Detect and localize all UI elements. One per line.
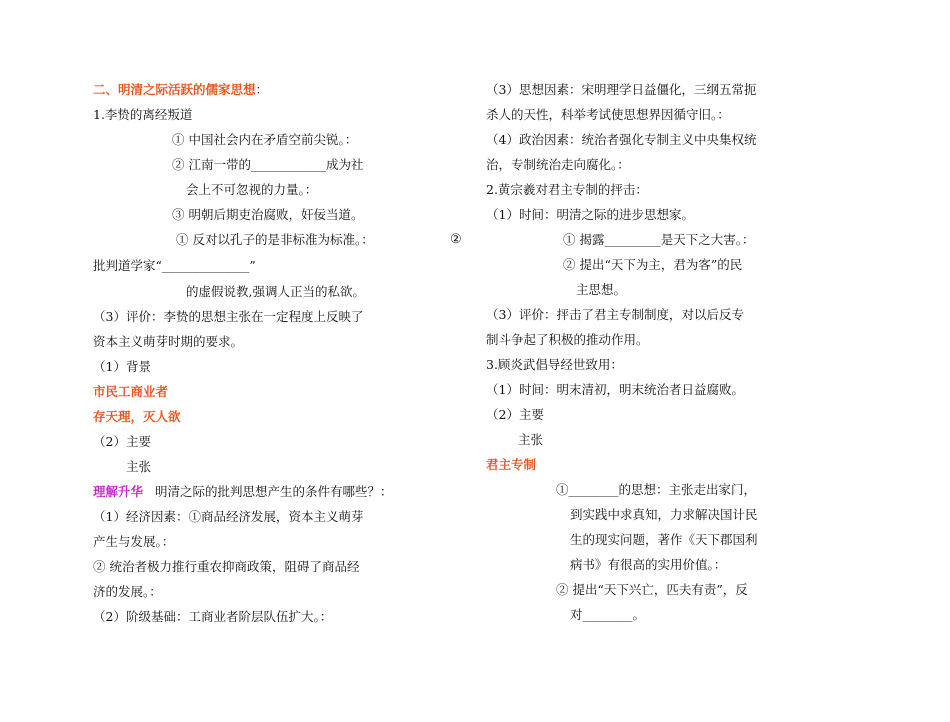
huang-eval-b: 制斗争起了积极的推动作用。 <box>486 332 649 347</box>
background-label: （1）背景 <box>93 359 151 374</box>
li-zhi-item-5: 批判道学家“______________” <box>93 258 256 273</box>
li-zhi-item-2a: ② 江南一带的____________成为社 <box>172 157 364 172</box>
thought-a: （3）思想因素：宋明理学日益僵化，三纲五常扼 <box>486 82 757 97</box>
understand-question: 明清之际的批判思想产生的条件有哪些？： <box>155 484 393 499</box>
citizen-merchants-label: 市民工商业者 <box>93 384 169 399</box>
li-zhi-eval-a: （3）评价：李贽的思想主张在一定程度上反映了 <box>93 309 364 324</box>
huang-item-2a: ② 提出“天下为主，君为客”的民 <box>563 257 743 272</box>
politics-a: （4）政治因素：统治者强化专制主义中央集权统 <box>486 132 757 147</box>
li-zhi-item-2b: 会上不可忽视的力量。： <box>186 182 318 197</box>
gu-item-1b: 到实践中求真知，力求解决国计民 <box>570 507 758 522</box>
li-zhi-title: 1.李贽的离经叛道 <box>93 107 193 122</box>
li-zhi-item-6: 的虚假说教,强调人正当的私欲。 <box>186 284 365 299</box>
gu-title: 3.顾炎武倡导经世致用： <box>486 357 623 372</box>
gu-item-1d: 病书》有很高的实用价值。： <box>570 557 727 572</box>
huang-time: （1）时间：明清之际的进步思想家。 <box>486 207 694 222</box>
center-circled-two: ② <box>450 232 462 247</box>
huang-item-2b: 主思想。 <box>576 282 627 297</box>
heading-tail: ： <box>255 82 269 97</box>
econ-d: 济的发展。： <box>93 584 162 599</box>
li-zhi-item-1: ① 中国社会内在矛盾空前尖锐。： <box>172 132 358 147</box>
heavenly-principle-label: 存天理，灭人欲 <box>93 409 181 424</box>
main-label: （2）主要 <box>93 434 151 449</box>
li-zhi-item-3: ③ 明朝后期吏治腐败，奸佞当道。 <box>172 207 364 222</box>
heading-text: 二、明清之际活跃的儒家思想 <box>93 82 256 97</box>
claim-label: 主张 <box>126 459 152 474</box>
gu-item-1c: 生的现实问题，著作《天下郡国利 <box>570 532 758 547</box>
huang-eval-a: （3）评价：抨击了君主专制制度，对以后反专 <box>486 307 744 322</box>
li-zhi-item-4: ① 反对以孔子的是非标准为标准。： <box>176 232 374 247</box>
huang-item-1: ① 揭露_________是天下之大害。： <box>563 232 755 247</box>
understand-label: 理解升华 <box>93 484 144 499</box>
section-heading <box>93 82 268 98</box>
politics-b: 治，专制统治走向腐化。： <box>486 157 630 172</box>
gu-item-1a: ①________的思想：主张走出家门， <box>556 482 757 497</box>
gu-time: （1）时间：明末清初，明末统治者日益腐败。 <box>486 382 744 397</box>
class-basis: （2）阶级基础：工商业者阶层队伍扩大。： <box>93 609 333 624</box>
econ-c: ② 统治者极力推行重农抑商政策，阻碍了商品经 <box>93 559 360 574</box>
econ-a: （1）经济因素：①商品经济发展，资本主义萌芽 <box>93 509 364 524</box>
understand-row <box>93 484 393 500</box>
li-zhi-eval-b: 资本主义萌芽时期的要求。 <box>93 334 244 349</box>
gu-claim: 主张 <box>518 432 544 447</box>
gu-item-2a: ② 提出“天下兴亡，匹夫有责”，反 <box>556 582 748 597</box>
ruler-autocracy-label: 君主专制 <box>486 457 537 472</box>
econ-b: 产生与发展。： <box>93 534 175 549</box>
gu-item-2b: 对________。 <box>570 607 646 622</box>
gu-main: （2）主要 <box>486 407 544 422</box>
thought-b: 杀人的天性，科举考试使思想界因循守旧。： <box>486 107 730 122</box>
huang-title: 2.黄宗羲对君主专制的抨击： <box>486 182 648 197</box>
